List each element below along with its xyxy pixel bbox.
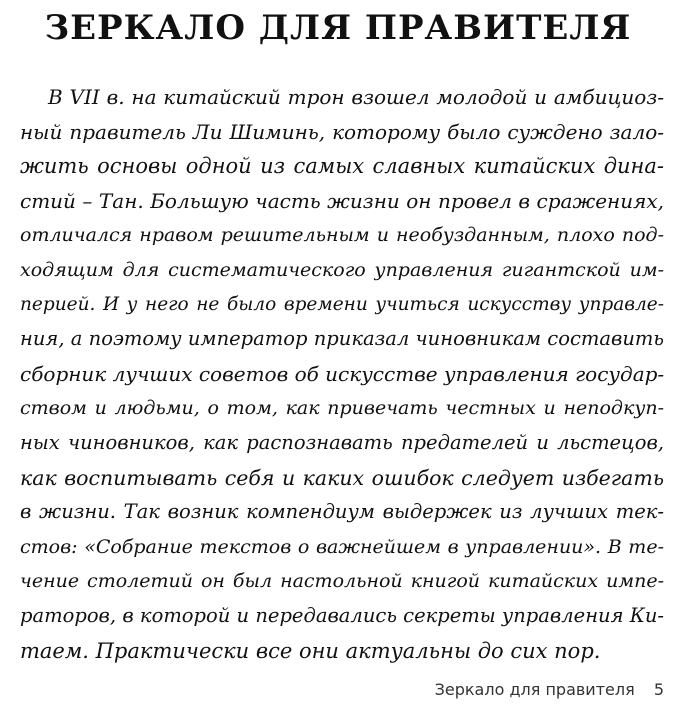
- paragraph-line: ния, а поэтому император приказал чиновникам составить: [20, 327, 664, 351]
- paragraph-line: перией. И у него не было времени учиться искусству управле-: [20, 293, 664, 315]
- body-paragraph: [20, 80, 664, 668]
- paragraph-line: раторов, в которой и передавались секреты управления Ки-: [20, 603, 664, 627]
- paragraph-line: стов: «Собрание текстов о важнейшем в управлении». В те-: [20, 535, 664, 558]
- paragraph-line: таем. Практически все они актуальны до сих пор.: [20, 638, 601, 663]
- paragraph-line: как воспитывать себя и каких ошибок следует избегать: [20, 465, 664, 490]
- running-title: Зеркало для правителя: [434, 680, 635, 699]
- paragraph-line: чение столетий он был настольной книгой китайских импе-: [20, 570, 664, 593]
- paragraph-line: жить основы одной из самых славных китайских дина-: [20, 154, 664, 179]
- paragraph-line: ный правитель Ли Шиминь, которому было суждено зало-: [20, 119, 664, 144]
- paragraph-line: В VII в. на китайский трон взошел молодой и амбициоз-: [48, 85, 664, 109]
- paragraph-line: в жизни. Так возник компендиум выдержек из лучших тек-: [20, 500, 664, 524]
- paragraph-line: ходящим для систематического управления гигантской им-: [20, 258, 664, 281]
- paragraph-line: ством и людьми, о том, как привечать честных и неподкуп-: [20, 397, 664, 420]
- page-footer: [435, 680, 664, 699]
- paragraph-line: сборник лучших советов об искусстве управления государ-: [20, 361, 665, 386]
- paragraph-line: отличался нравом решительным и необузданным, плохо под-: [20, 224, 664, 247]
- paragraph-line: стий – Тан. Большую часть жизни он провел в сражениях,: [20, 188, 664, 213]
- page-title: ЗЕРКАЛО ДЛЯ ПРАВИТЕЛЯ: [44, 8, 632, 48]
- paragraph-line: ных чиновников, как распознавать предателей и льстецов,: [20, 430, 664, 454]
- page-number: 5: [653, 680, 664, 699]
